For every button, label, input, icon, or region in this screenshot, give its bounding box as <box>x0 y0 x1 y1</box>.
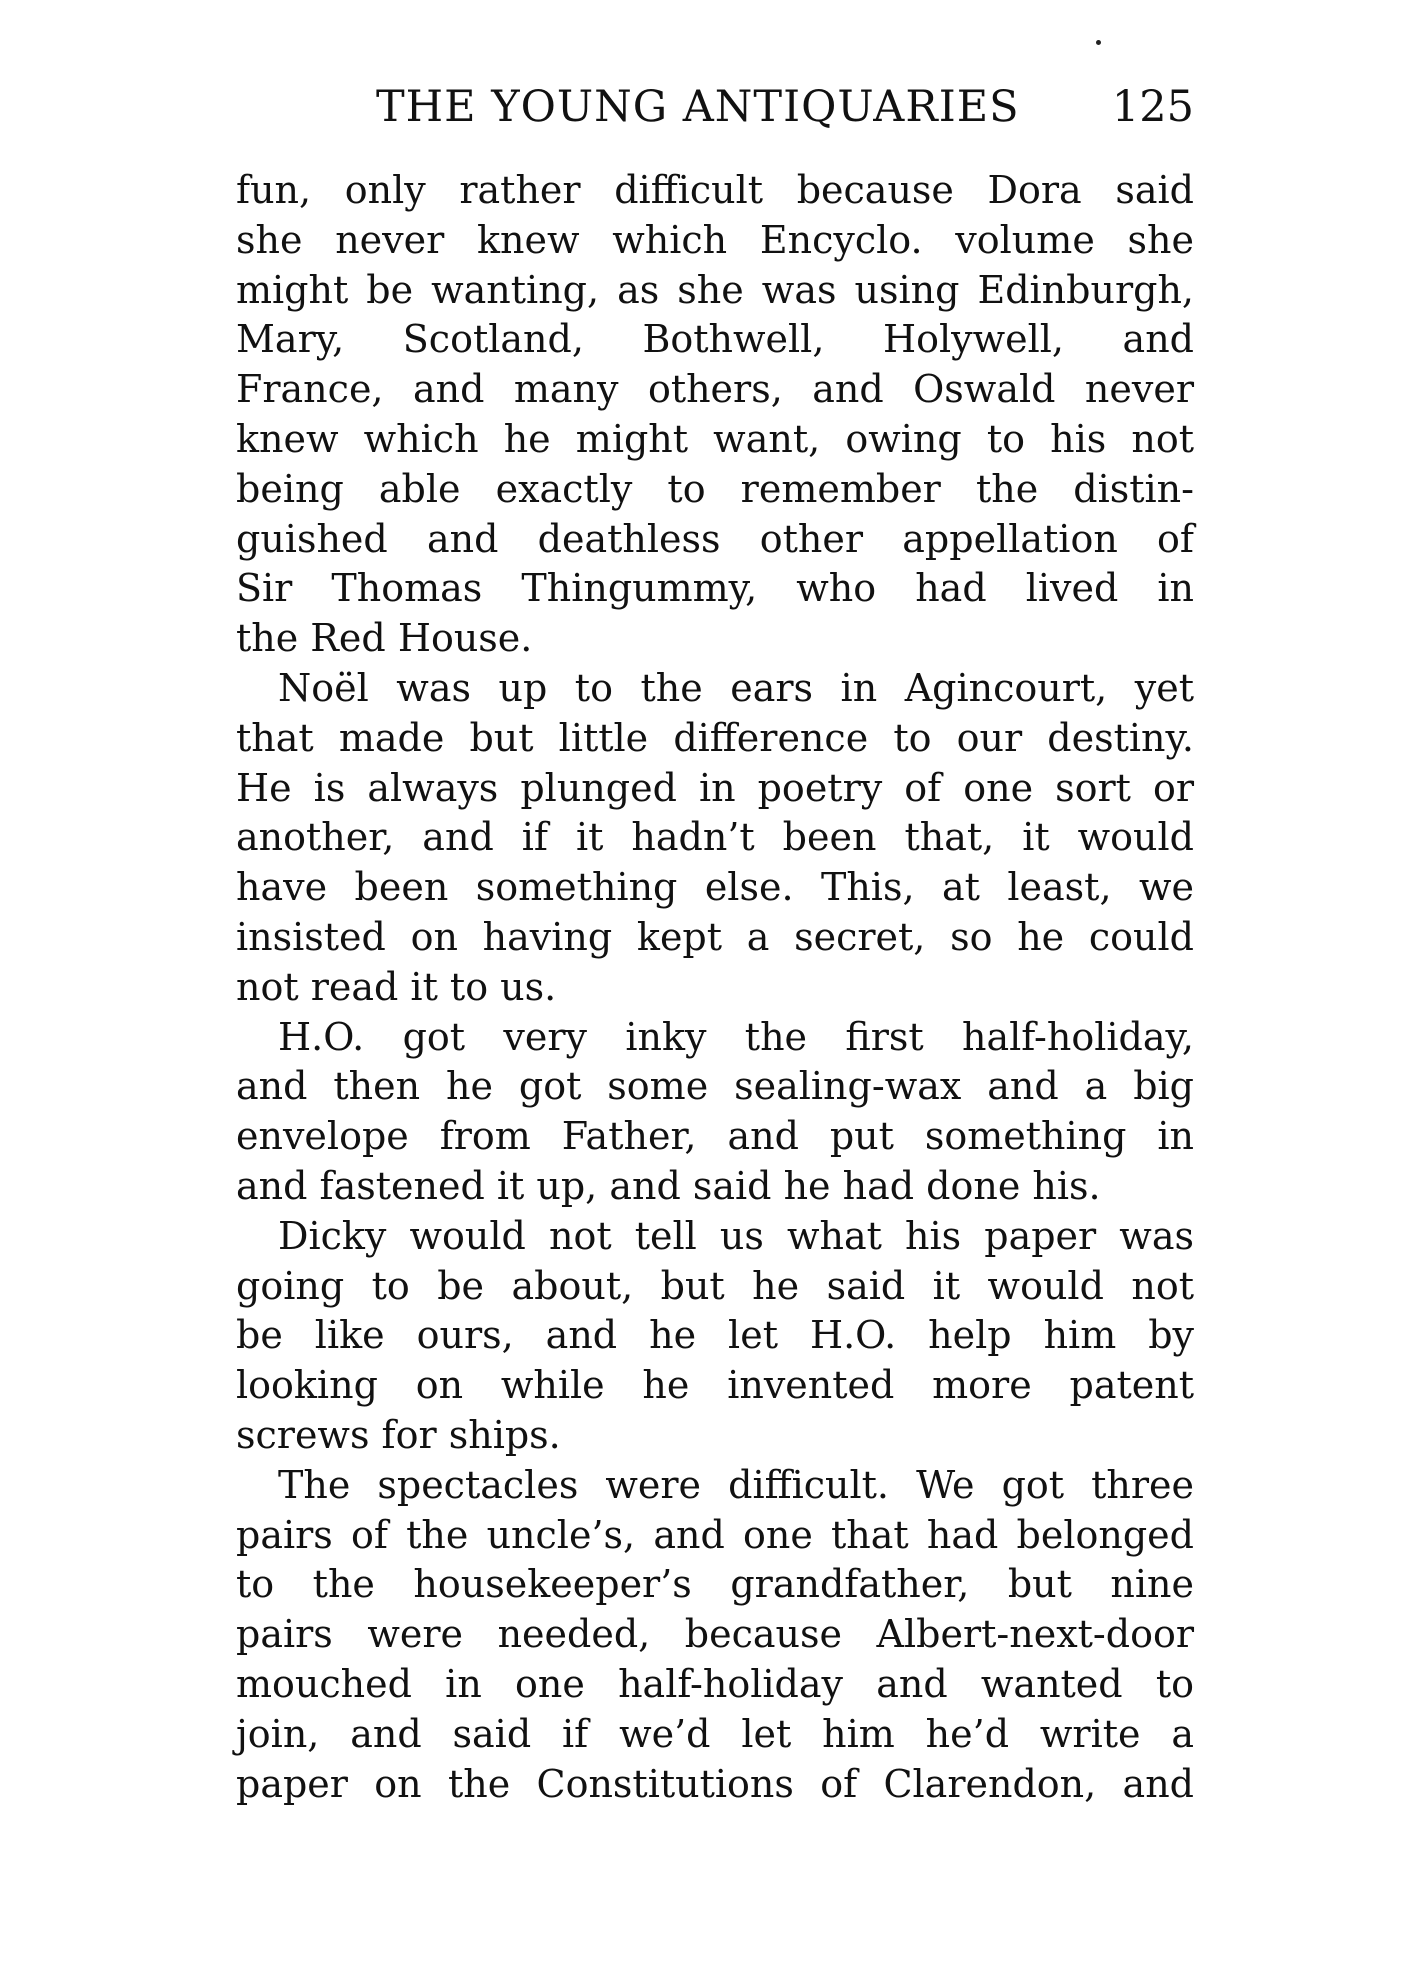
text-line: fun, only rather difficult because Dora said <box>236 168 1194 212</box>
text-line: not read it to us. <box>236 964 557 1009</box>
text-line: be like ours, and he let H.O. help him by <box>236 1313 1194 1358</box>
text-line: guished and deathless other appellation of <box>236 516 1194 561</box>
paragraph <box>236 1212 1194 1461</box>
text-line: Dicky would not tell us what his paper was <box>278 1213 1194 1258</box>
text-line: and then he got some sealing-wax and a big <box>236 1064 1194 1109</box>
text-line: the Red House. <box>236 616 533 661</box>
page-number: 125 <box>1111 82 1194 132</box>
running-title: THE YOUNG ANTIQUARIES <box>376 82 1020 132</box>
paragraph <box>236 1461 1194 1810</box>
text-line: mouched in one half-holiday and wanted to <box>236 1661 1194 1706</box>
body-text <box>236 166 1194 1809</box>
text-line: envelope from Father, and put something in <box>236 1114 1194 1159</box>
text-line: Noël was up to the ears in Agincourt, yet <box>278 665 1194 710</box>
paragraph <box>236 1013 1194 1212</box>
text-line: France, and many others, and Oswald never <box>236 367 1194 412</box>
text-line: join, and said if we’d let him he’d write a <box>236 1711 1194 1756</box>
text-line: being able exactly to remember the distin- <box>236 466 1194 511</box>
paragraph <box>236 664 1194 1013</box>
text-line: have been something else. This, at least, we <box>236 865 1194 910</box>
text-line: insisted on having kept a secret, so he could <box>236 914 1194 959</box>
text-line: paper on the Constitutions of Clarendon, and <box>236 1761 1194 1806</box>
text-line: she never knew which Encyclo. volume she <box>236 217 1194 262</box>
ink-speck <box>1096 40 1101 45</box>
text-line: screws for ships. <box>236 1412 561 1457</box>
text-line: to the housekeeper’s grandfather, but nine <box>236 1562 1194 1607</box>
text-line: H.O. got very inky the first half-holiday, <box>278 1014 1194 1059</box>
text-line: going to be about, but he said it would not <box>236 1263 1194 1308</box>
page-header <box>236 72 1194 142</box>
text-line: Sir Thomas Thingummy, who had lived in <box>236 566 1194 611</box>
text-line: pairs were needed, because Albert-next-door <box>236 1612 1194 1657</box>
text-line: Mary, Scotland, Bothwell, Holywell, and <box>236 317 1194 362</box>
paragraph <box>236 166 1194 664</box>
text-line: knew which he might want, owing to his not <box>236 416 1194 461</box>
text-line: another, and if it hadn’t been that, it would <box>236 815 1194 860</box>
text-line: that made but little difference to our destiny. <box>236 715 1194 760</box>
text-line: looking on while he invented more patent <box>236 1363 1194 1408</box>
text-line: and fastened it up, and said he had done his. <box>236 1163 1101 1208</box>
text-line: The spectacles were difficult. We got three <box>278 1462 1194 1507</box>
text-line: He is always plunged in poetry of one sort or <box>236 765 1194 810</box>
text-line: pairs of the uncle’s, and one that had belonged <box>236 1512 1194 1557</box>
text-line: might be wanting, as she was using Edinburgh, <box>236 267 1194 312</box>
